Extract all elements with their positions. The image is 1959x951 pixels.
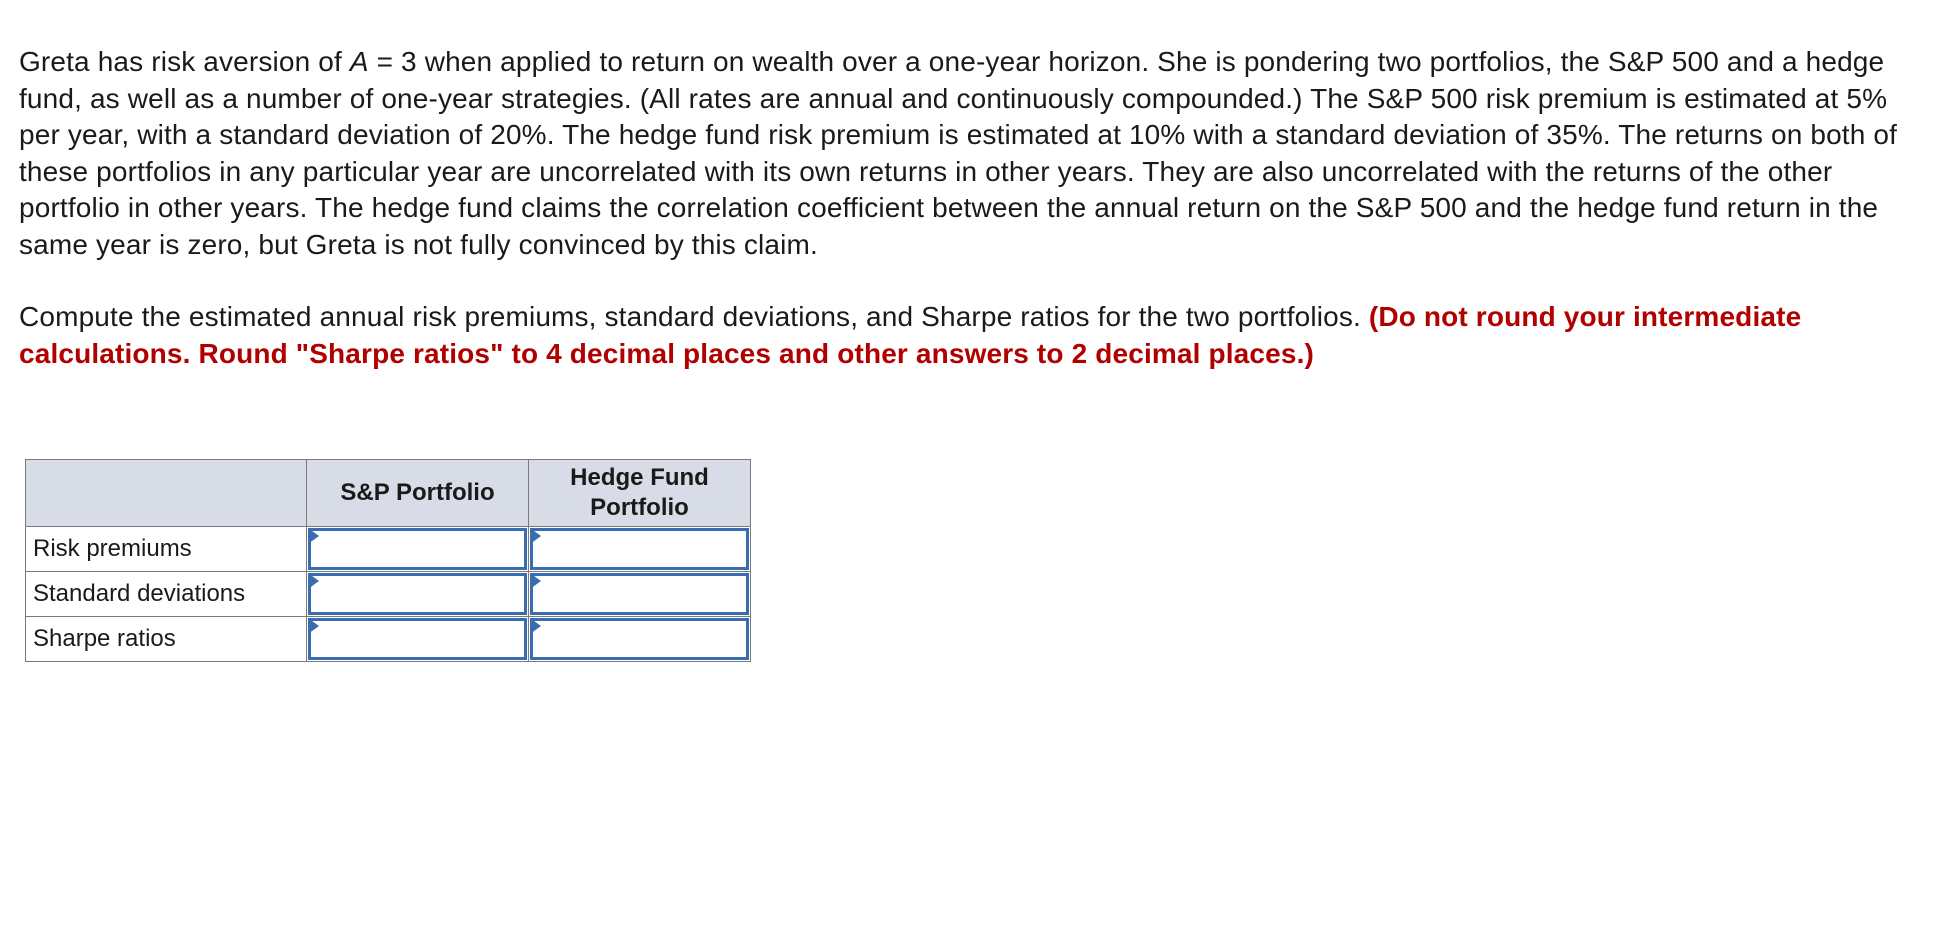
row-label-standard-deviations: Standard deviations — [26, 572, 307, 617]
table-row-risk-premiums — [26, 527, 751, 572]
cell-hf-risk-premium — [529, 527, 751, 572]
answer-table — [25, 459, 751, 662]
row-label-sharpe-ratios: Sharpe ratios — [26, 617, 307, 662]
input-sp-sharpe-ratio[interactable] — [308, 618, 527, 660]
instruction-paragraph — [19, 299, 1919, 372]
question-text — [19, 44, 1919, 372]
header-blank — [26, 460, 307, 527]
cell-sp-sharpe-ratio — [307, 617, 529, 662]
instruction-text: Compute the estimated annual risk premiums, standard deviations, and Sharpe ratios for the two portfolios. — [19, 301, 1369, 332]
row-label-risk-premiums: Risk premiums — [26, 527, 307, 572]
cell-hf-standard-deviation — [529, 572, 751, 617]
question-paragraph — [19, 44, 1919, 263]
cell-sp-risk-premium — [307, 527, 529, 572]
input-hf-sharpe-ratio[interactable] — [530, 618, 749, 660]
input-sp-risk-premium[interactable] — [308, 528, 527, 570]
header-sp-portfolio: S&P Portfolio — [307, 460, 529, 527]
input-hf-risk-premium[interactable] — [530, 528, 749, 570]
cell-sp-standard-deviation — [307, 572, 529, 617]
intro-text-rest: = 3 when applied to return on wealth over a one-year horizon. She is pondering two portfolios, the S&P 500 and a hedge fund, as well as a number of one-year strategies. (All rates are annual and continuously compounded.) The S&P 500 risk premium is estimated at 5% per year, with a standard deviation of 20%. The hedge fund risk premium is estimated at 10% with a standard deviation of 35%. The returns on both of these portfolios in any particular year are uncorrelated with its own returns in other years. They are also uncorrelated with the returns of the other portfolio in other years. The hedge fund claims the correlation coefficient between the annual return on the S&P 500 and the hedge fund return in the same year is zero, but Greta is not fully convinced by this claim. — [19, 46, 1898, 260]
table-header-row — [26, 460, 751, 527]
cell-hf-sharpe-ratio — [529, 617, 751, 662]
input-sp-standard-deviation[interactable] — [308, 573, 527, 615]
input-hf-standard-deviation[interactable] — [530, 573, 749, 615]
table-row-sharpe-ratios — [26, 617, 751, 662]
table-row-standard-deviations — [26, 572, 751, 617]
header-hedge-fund-portfolio — [529, 460, 751, 527]
intro-text-start: Greta has risk aversion of — [19, 46, 350, 77]
risk-aversion-variable: A — [349, 46, 369, 77]
header-hedge-fund-label: Hedge Fund Portfolio — [570, 464, 709, 521]
rounding-note: (Do not round your intermediate calculations. Round "Sharpe ratios" to 4 decimal places and other answers to 2 decimal places.) — [19, 301, 1802, 369]
